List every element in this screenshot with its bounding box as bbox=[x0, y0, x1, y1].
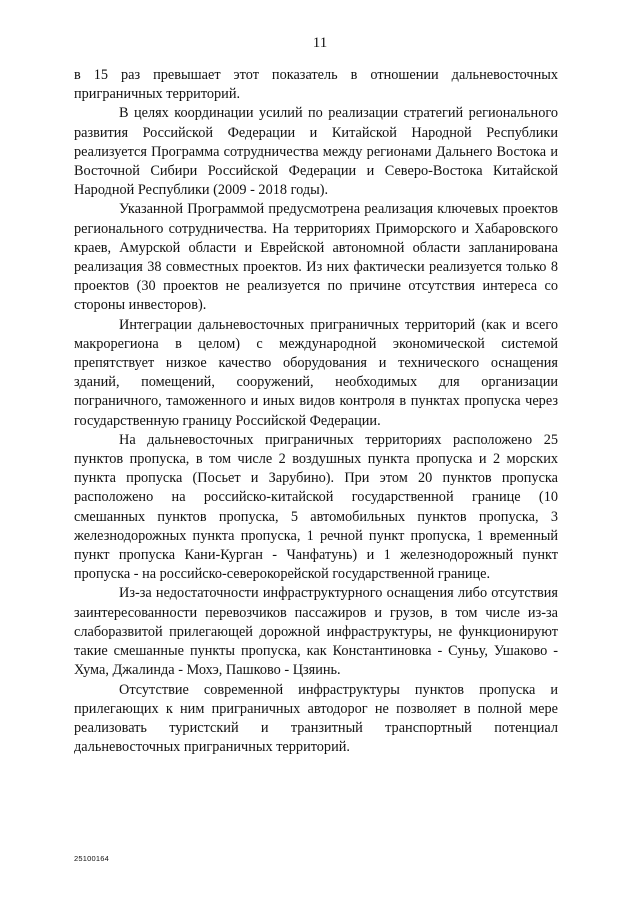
document-body bbox=[74, 66, 558, 757]
paragraph-key-projects: Указанной Программой предусмотрена реализация ключевых проектов регионального сотрудничества. На территориях Приморского и Хабаровского краев, Амурской области и Еврейской автономной области запланирована реализация 38 совместных проектов. Из них фактически реализуется только 8 проектов (30 проектов не реализуется по причине отсутствия интереса со стороны инвесторов). bbox=[74, 201, 558, 314]
page-number: 11 bbox=[312, 35, 328, 51]
paragraph-integration-obstacles: Интеграции дальневосточных приграничных территорий (как и всего макрорегиона в целом) с международной экономической системой препятствует низкое качество оборудования и технического оснащения зданий, помещений, сооружений, необходимых для организации пограничного, таможенного и иных видов контроля в пунктах пропуска через государственную границу Российской Федерации. bbox=[74, 316, 558, 429]
paragraph-continuation: в 15 раз превышает этот показатель в отношении дальневосточных приграничных территорий. bbox=[74, 67, 558, 103]
paragraph-infrastructure-lack: Отсутствие современной инфраструктуры пунктов пропуска и прилегающих к ним приграничных автодорог не позволяет в полной мере реализовать туристский и транзитный транспортный потенциал дальневосточных приграничных территорий. bbox=[74, 681, 558, 756]
paragraph-checkpoints: На дальневосточных приграничных территориях расположено 25 пунктов пропуска, в том числе 2 воздушных пункта пропуска и 2 морских пункта пропуска (Посьет и Зарубино). При этом 20 пунктов пропуска расположено на российско-китайской государственной границе (10 смешанных пунктов пропуска, 5 автомобильных пунктов пропуска, 3 железнодорожных пункта пропуска, 1 речной пункт пропуска, 1 временный пункт пропуска Кани-Курган - Чанфатунь) и 1 железнодорожный пункт пропуска - на российско-северокорейской государственной границе. bbox=[74, 431, 558, 583]
paragraph-cooperation-program: В целях координации усилий по реализации стратегий регионального развития Российской Федерации и Китайской Народной Республики реализуется Программа сотрудничества между регионами Дальнего Востока и Восточной Сибири Российской Федерации и Северо-Востока Китайской Народной Республики (2009 - 2018 годы). bbox=[74, 105, 558, 199]
paragraph-nonfunctioning-checkpoints: Из-за недостаточности инфраструктурного оснащения либо отсутствия заинтересованности перевозчиков пассажиров и грузов, в том числе из-за слаборазвитой прилегающей дорожной инфраструктуры, не функционируют такие смешанные пункты пропуска, как Константиновка - Суньу, Ушаково - Хума, Джалинда - Мохэ, Пашково - Цзяинь. bbox=[74, 585, 558, 679]
document-id: 25100164 bbox=[74, 854, 109, 863]
